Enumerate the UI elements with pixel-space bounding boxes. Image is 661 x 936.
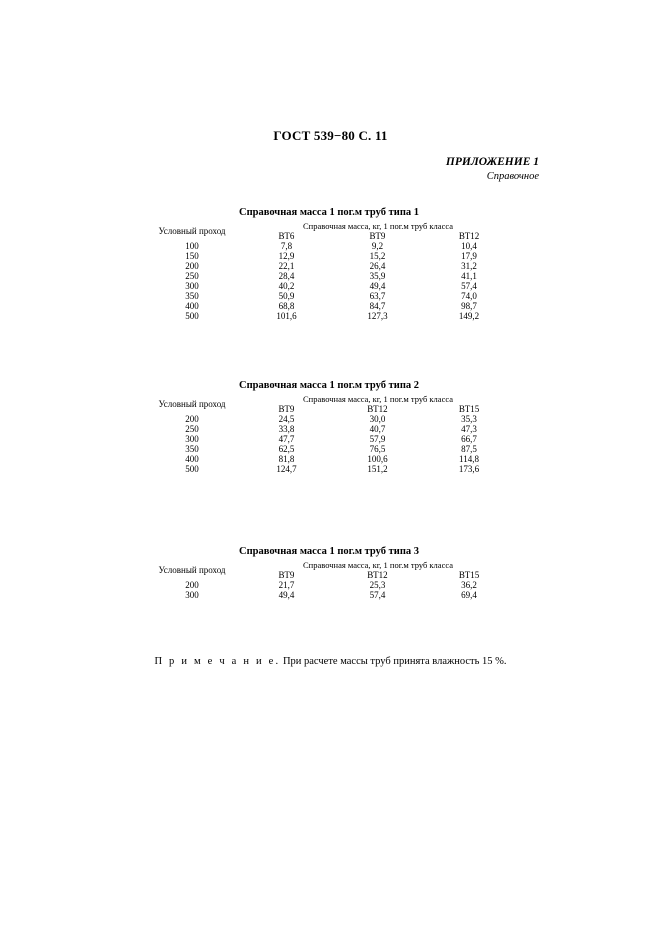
cell-nominal-bore: 200 (185, 580, 199, 590)
cell-mass: 33,8 (278, 424, 295, 434)
appendix-subtitle: Справочное (486, 171, 539, 182)
cell-mass: 41,1 (461, 271, 477, 281)
note-text: При расчете массы труб принята влажность 15 %. (282, 656, 507, 667)
cell-mass: 21,7 (278, 580, 295, 590)
cell-mass: 12,9 (278, 251, 295, 261)
cell-nominal-bore: 150 (185, 251, 199, 261)
table-row (143, 424, 515, 434)
cell-mass: 47,3 (461, 424, 477, 434)
header-cell-class-2: ВТ12 (367, 570, 388, 580)
cell-mass: 22,1 (278, 261, 295, 271)
cell-nominal-bore: 350 (185, 444, 199, 454)
table-row (143, 414, 515, 424)
cell-mass: 127,3 (367, 311, 388, 321)
cell-mass: 173,6 (458, 464, 480, 474)
cell-nominal-bore: 400 (185, 301, 199, 311)
data-table (143, 394, 515, 474)
cell-mass: 25,3 (369, 580, 386, 590)
cell-mass: 63,7 (369, 291, 386, 301)
cell-mass: 149,2 (458, 311, 480, 321)
cell-mass: 10,4 (461, 241, 477, 251)
cell-nominal-bore: 300 (185, 590, 199, 600)
table-block-2 (143, 380, 515, 474)
cell-nominal-bore: 100 (185, 241, 199, 251)
cell-mass: 98,7 (461, 301, 477, 311)
header-cell-mass-group: Справочная масса, кг, 1 пог.м труб класса (303, 221, 453, 231)
table-row (143, 311, 515, 321)
document-code: ГОСТ 539−80 (273, 128, 355, 143)
header-cell-class-2: ВТ12 (367, 404, 388, 414)
cell-nominal-bore: 200 (185, 414, 199, 424)
table-row (143, 281, 515, 291)
header-cell-class-1: ВТ9 (278, 570, 295, 580)
cell-mass: 47,7 (278, 434, 295, 444)
table-row (143, 271, 515, 281)
table-title: Справочная масса 1 пог.м труб типа 1 (239, 207, 419, 218)
cell-mass: 36,2 (461, 580, 477, 590)
table-header-row (143, 560, 515, 570)
cell-mass: 66,7 (461, 434, 477, 444)
table-title: Справочная масса 1 пог.м труб типа 3 (239, 546, 419, 557)
table-row (143, 251, 515, 261)
header-cell-class-3: ВТ15 (458, 404, 480, 414)
header-cell-class-1: ВТ6 (278, 231, 295, 241)
cell-mass: 35,9 (369, 271, 386, 281)
note-label: П р и м е ч а н и е. (154, 656, 281, 667)
header-cell-class-3: ВТ12 (458, 231, 480, 241)
header-cell-nominal-bore: Условный проход (158, 564, 226, 575)
cell-mass: 40,2 (278, 281, 295, 291)
table-row (143, 464, 515, 474)
cell-mass: 35,3 (461, 414, 477, 424)
header-cell-class-2: ВТ9 (369, 231, 386, 241)
cell-nominal-bore: 500 (185, 464, 199, 474)
cell-mass: 124,7 (276, 464, 297, 474)
table-block-3 (143, 546, 515, 600)
table-row (143, 454, 515, 464)
cell-mass: 101,6 (276, 311, 297, 321)
table-block-1 (143, 207, 515, 321)
cell-mass: 30,0 (369, 414, 386, 424)
cell-nominal-bore: 250 (185, 271, 199, 281)
cell-mass: 100,6 (367, 454, 388, 464)
table-title: Справочная масса 1 пог.м труб типа 2 (239, 380, 419, 391)
header-cell-class-3: ВТ15 (458, 570, 480, 580)
cell-mass: 57,9 (369, 434, 386, 444)
cell-mass: 28,4 (278, 271, 295, 281)
cell-mass: 151,2 (367, 464, 388, 474)
cell-mass: 62,5 (278, 444, 295, 454)
cell-nominal-bore: 500 (185, 311, 199, 321)
table-row (143, 590, 515, 600)
note (0, 656, 661, 667)
cell-mass: 9,2 (371, 241, 384, 251)
cell-mass: 69,4 (461, 590, 477, 600)
header-cell-class-1: ВТ9 (278, 404, 295, 414)
cell-nominal-bore: 250 (185, 424, 199, 434)
table-row (143, 261, 515, 271)
data-table (143, 221, 515, 321)
table-row (143, 301, 515, 311)
header-cell-nominal-bore: Условный проход (158, 225, 226, 236)
data-table (143, 560, 515, 600)
table-row (143, 434, 515, 444)
cell-mass: 17,9 (461, 251, 477, 261)
page-header (0, 128, 661, 144)
cell-mass: 81,8 (278, 454, 295, 464)
cell-mass: 87,5 (461, 444, 477, 454)
header-cell-nominal-bore: Условный проход (158, 398, 226, 409)
header-cell-mass-group: Справочная масса, кг, 1 пог.м труб класса (303, 394, 453, 404)
cell-mass: 49,4 (369, 281, 386, 291)
page-label: С. 11 (358, 128, 388, 143)
cell-nominal-bore: 300 (185, 281, 199, 291)
cell-mass: 49,4 (278, 590, 295, 600)
cell-mass: 40,7 (369, 424, 386, 434)
header-cell-mass-group: Справочная масса, кг, 1 пог.м труб класса (303, 560, 453, 570)
cell-mass: 74,0 (461, 291, 477, 301)
cell-nominal-bore: 200 (185, 261, 199, 271)
cell-mass: 84,7 (369, 301, 386, 311)
table-header-row (143, 221, 515, 231)
cell-mass: 31,2 (461, 261, 477, 271)
cell-nominal-bore: 350 (185, 291, 199, 301)
cell-mass: 68,8 (278, 301, 295, 311)
cell-mass: 7,8 (280, 241, 293, 251)
cell-nominal-bore: 400 (185, 454, 199, 464)
table-row (143, 580, 515, 590)
table-header-row (143, 394, 515, 404)
cell-mass: 114,8 (459, 454, 479, 464)
appendix-title: ПРИЛОЖЕНИЕ 1 (445, 156, 539, 168)
table-row (143, 291, 515, 301)
table-row (143, 444, 515, 454)
cell-nominal-bore: 300 (185, 434, 199, 444)
table-row (143, 241, 515, 251)
cell-mass: 50,9 (278, 291, 295, 301)
cell-mass: 57,4 (369, 590, 386, 600)
cell-mass: 15,2 (369, 251, 386, 261)
cell-mass: 24,5 (278, 414, 295, 424)
cell-mass: 76,5 (369, 444, 386, 454)
cell-mass: 26,4 (369, 261, 386, 271)
cell-mass: 57,4 (461, 281, 477, 291)
